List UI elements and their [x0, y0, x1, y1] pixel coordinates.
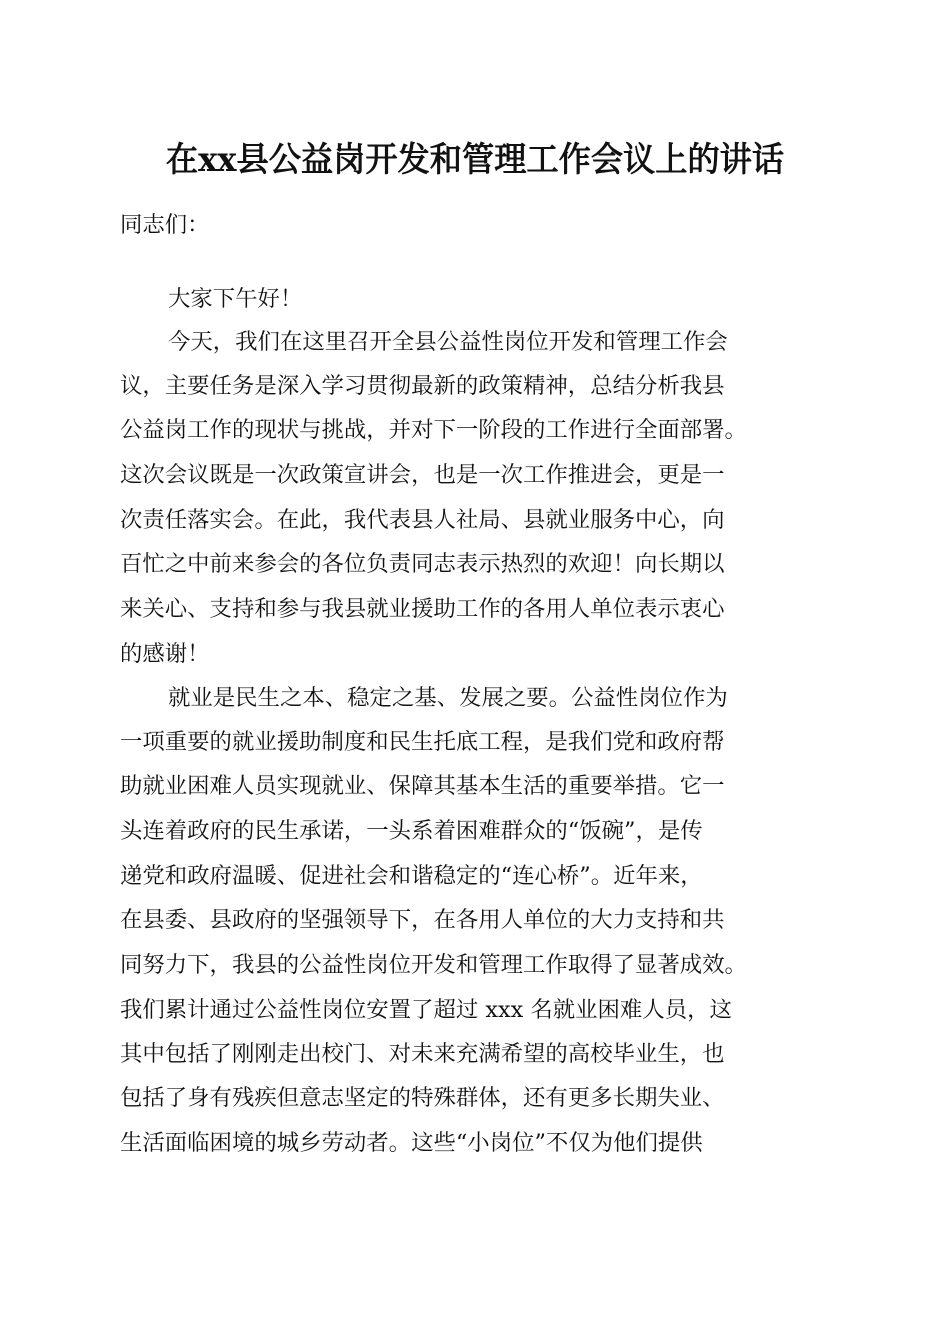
paragraph-1-line: 百忙之中前来参会的各位负责同志表示热烈的欢迎！向长期以	[120, 551, 725, 577]
paragraph-2-line: 一项重要的就业援助制度和民生托底工程，是我们党和政府帮	[120, 729, 725, 755]
paragraph-2-line: 就业是民生之本、稳定之基、发展之要。公益性岗位作为	[168, 685, 728, 711]
paragraph-2-line: 在县委、县政府的坚强领导下，在各用人单位的大力支持和共	[120, 907, 725, 933]
paragraph-2-line: 递党和政府温暖、促进社会和谐稳定的“连心桥”。近年来，	[120, 863, 703, 889]
paragraph-2-line: 我们累计通过公益性岗位安置了超过 xxx 名就业困难人员，这	[120, 997, 732, 1023]
paragraph-2-line: 包括了身有残疾但意志坚定的特殊群体，还有更多长期失业、	[120, 1085, 725, 1111]
greeting: 大家下午好！	[168, 286, 303, 312]
paragraph-1-line: 来关心、支持和参与我县就业援助工作的各用人单位表示衷心	[120, 596, 725, 622]
paragraph-2-line: 同努力下，我县的公益性岗位开发和管理工作取得了显著成效。	[120, 952, 747, 978]
paragraph-2-line: 生活面临困境的城乡劳动者。这些“小岗位”不仅为他们提供	[120, 1130, 703, 1156]
paragraph-2-line: 其中包括了刚刚走出校门、对未来充满希望的高校毕业生，也	[120, 1041, 725, 1067]
paragraph-1-line: 次责任落实会。在此，我代表县人社局、县就业服务中心，向	[120, 507, 725, 533]
paragraph-2-line: 助就业困难人员实现就业、保障其基本生活的重要举措。它一	[120, 773, 725, 799]
paragraph-1-line: 的感谢！	[120, 641, 210, 667]
paragraph-1-line: 今天，我们在这里召开全县公益性岗位开发和管理工作会	[168, 329, 728, 355]
paragraph-1-line: 议，主要任务是深入学习贯彻最新的政策精神，总结分析我县	[120, 373, 725, 399]
salutation: 同志们：	[120, 212, 210, 238]
paragraph-2-line: 头连着政府的民生承诺，一头系着困难群众的“饭碗”，是传	[120, 818, 703, 844]
document-title: 在xx县公益岗开发和管理工作会议上的讲话	[165, 140, 785, 180]
paragraph-1-line: 公益岗工作的现状与挑战，并对下一阶段的工作进行全面部署。	[120, 417, 747, 443]
paragraph-1-line: 这次会议既是一次政策宣讲会，也是一次工作推进会，更是一	[120, 462, 725, 488]
